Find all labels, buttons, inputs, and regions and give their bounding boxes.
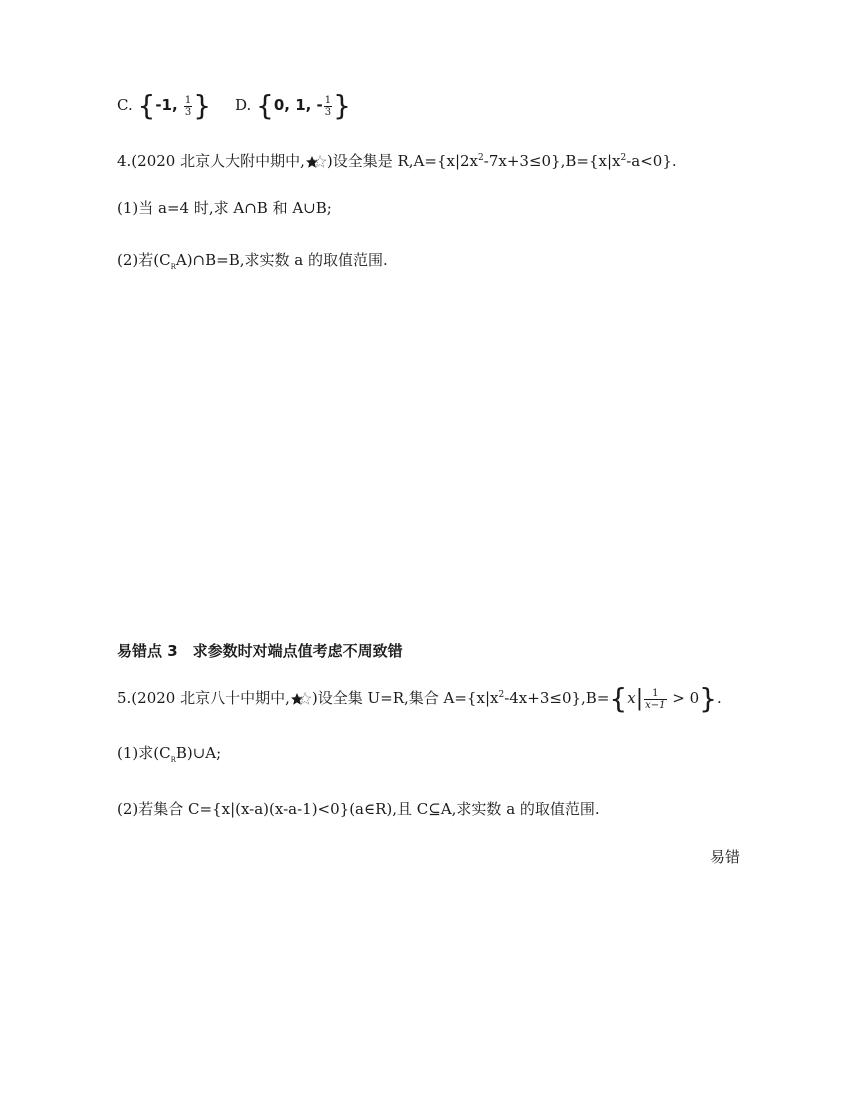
margin-note: 易错 — [710, 848, 741, 866]
question-4-part-2: (2)若$(C_RA)\cap B=B$,求实数 a 的取值范围. — [117, 251, 388, 271]
left-brace: { — [609, 682, 628, 715]
question-5-stem: 5.(2020 北京八十中期中, )设全集 U=R,集合 $A=\{x|x^2-4x+3\le 0\},B=\{x|$ $\frac{1}{x-1}$ > 0}. — [117, 682, 722, 715]
option-d-content: 0, 1, - — [273, 96, 323, 114]
option-row — [117, 89, 351, 122]
question-4-stem: 4.(2020 北京人大附中期中, )设全集是 $R,A=\{x|2x^2-7x+3\le 0\},B=\{x|x^2-a<0\}$. — [117, 152, 677, 170]
question-5-part-1: (1)求$(C_RB)\cup A$; — [117, 744, 222, 764]
option-d-fraction: $\frac{1}{3}$ — [324, 94, 332, 118]
right-brace: } — [193, 89, 212, 122]
option-c-content: -1, — [155, 96, 183, 114]
left-brace: { — [256, 89, 274, 122]
right-brace: } — [699, 682, 717, 715]
question-5-part-2: (2)若集合 C={x|(x-a)(x-a-1)<0}(a∈R),且 C⊆A,求实数 a 的取值范围. — [117, 800, 600, 818]
right-brace: } — [333, 89, 351, 122]
option-c-label: C. — [117, 96, 133, 114]
left-brace: { — [137, 89, 156, 122]
difficulty-star-icon — [290, 692, 312, 706]
section-heading: 易错点 3 求参数时对端点值考虑不周致错 — [117, 642, 403, 660]
option-c-fraction: $\frac{1}{3}$ — [184, 94, 192, 118]
q5-fraction: $\frac{1}{x-1}$ — [645, 687, 666, 711]
difficulty-star-icon — [305, 155, 327, 169]
option-d-label: D. — [234, 96, 252, 114]
question-4-part-1: (1)当 a=4 时,求 A∩B 和 A∪B; — [117, 199, 332, 217]
set-bar: | — [635, 686, 644, 711]
